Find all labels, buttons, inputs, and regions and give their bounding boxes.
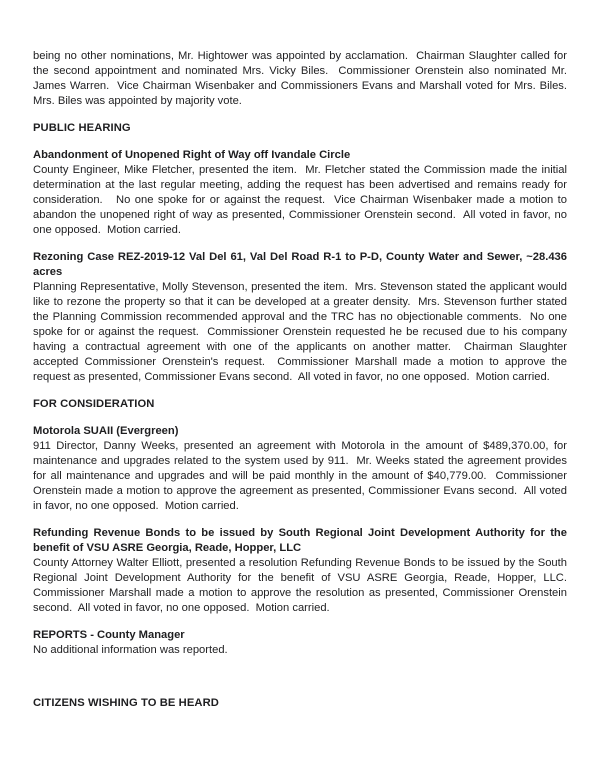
- agenda-item-body: 911 Director, Danny Weeks, presented an agreement with Motorola in the amount of $489,370.00, for maintenance and upgrades related to the system used by 911. Mr. Weeks stated the agreement provides for all maintenance and upgrades and will be paid monthly in the amount of $40,779.00. Commissioner Orenstein made a motion to approve the agreement as presented, Commissioner Evans second. All voted in favor, no one opposed. Motion carried.: [33, 440, 571, 512]
- agenda-item: [33, 148, 571, 238]
- document-sections: [33, 121, 577, 711]
- intro-paragraph: being no other nominations, Mr. Hightower was appointed by acclamation. Chairman Slaughter called for the second appointment and nominated Mrs. Vicky Biles. Commissioner Orenstein also nominated Mr. James Warren. Vice Chairman Wisenbaker and Commissioners Evans and Marshall voted for Mrs. Biles. Mrs. Biles was appointed by majority vote.: [33, 50, 574, 107]
- agenda-item-body: No additional information was reported.: [33, 644, 228, 656]
- agenda-item-heading: Abandonment of Unopened Right of Way off Ivandale Circle: [33, 149, 351, 161]
- agenda-item-body: County Engineer, Mike Fletcher, presented the item. Mr. Fletcher stated the Commission made the initial determination at the last regular meeting, adding the request has been advertised and remains ready for consideration. No one spoke for or against the request. Vice Chairman Wisenbaker made a motion to abandon the unopened right of way as presented, Commissioner Orenstein second. All voted in favor, no one opposed. Motion carried.: [33, 164, 571, 236]
- agenda-item-body: Planning Representative, Molly Stevenson, presented the item. Mrs. Stevenson stated the applicant would like to rezone the property so that it can be developed at a greater density. Mrs. Stevenson further stated the Planning Commission recommended approval and the TRC has no objectionable comments. No one spoke for or against the request. Commissioner Orenstein requested he be recused due to his company having a contractual agreement with one of the applicants on another matter. Chairman Slaughter accepted Commissioner Orenstein's request. Commissioner Marshall made a motion to approve the request as presented, Commissioner Evans second. All voted in favor, no one opposed. Motion carried.: [33, 281, 571, 383]
- agenda-item: [33, 250, 571, 385]
- agenda-item-heading: Refunding Revenue Bonds to be issued by South Regional Joint Development Authority for the benefit of VSU ASRE Georgia, Reade, Hopper, LLC: [33, 527, 567, 554]
- agenda-item: [33, 628, 567, 658]
- agenda-item-body: County Attorney Walter Elliott, presented a resolution Refunding Revenue Bonds to be issued by the South Regional Joint Development Authority for the benefit of VSU ASRE Georgia, Reade, Hopper, LLC. Commissioner Marshall made a motion to approve the resolution as presented, Commissioner Orenstein second. All voted in favor, no one opposed. Motion carried.: [33, 557, 577, 614]
- section-main-heading: CITIZENS WISHING TO BE HEARD: [33, 697, 219, 709]
- agenda-item-heading: REPORTS - County Manager: [33, 629, 185, 641]
- agenda-item-heading: Rezoning Case REZ-2019-12 Val Del 61, Val Del Road R-1 to P-D, County Water and Sewer, ~28.436 acres: [33, 251, 567, 278]
- agenda-item: [33, 526, 577, 616]
- agenda-item-heading: Motorola SUAII (Evergreen): [33, 425, 179, 437]
- agenda-item: [33, 424, 571, 514]
- section-main-heading: FOR CONSIDERATION: [33, 398, 155, 410]
- section-main-heading: PUBLIC HEARING: [33, 122, 131, 134]
